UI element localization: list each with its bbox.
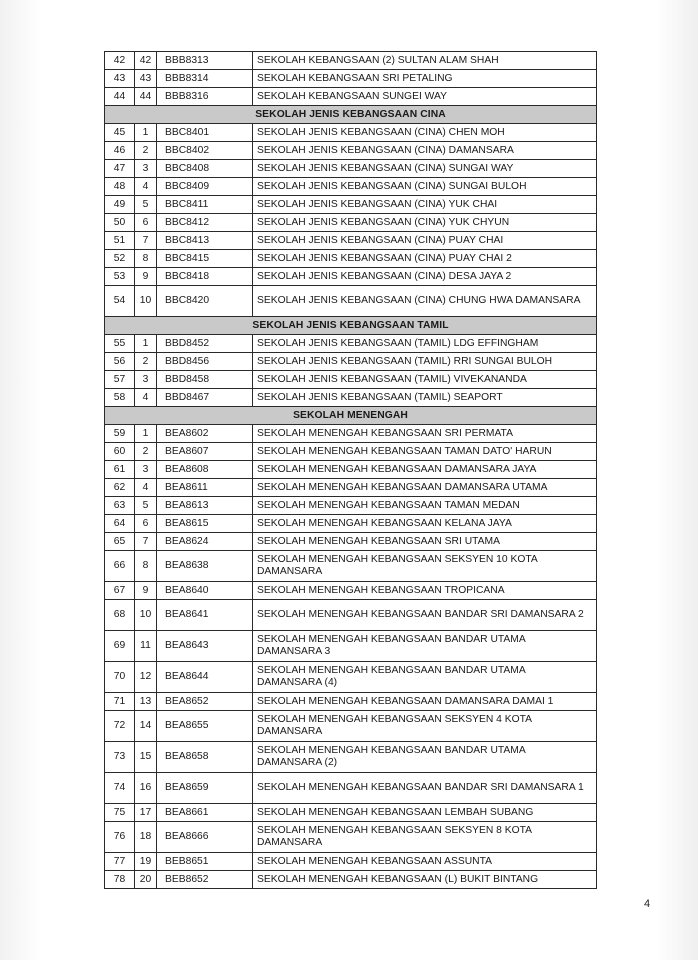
row-number: 66 (105, 551, 135, 582)
row-number: 51 (105, 232, 135, 250)
school-name: SEKOLAH JENIS KEBANGSAAN (CINA) PUAY CHAI 2 (253, 250, 597, 268)
row-number: 70 (105, 662, 135, 693)
table-row (105, 425, 597, 443)
sub-number: 9 (135, 268, 157, 286)
row-number: 56 (105, 353, 135, 371)
row-number: 58 (105, 389, 135, 407)
school-code: BEA8644 (157, 662, 253, 693)
table-row (105, 70, 597, 88)
school-name: SEKOLAH MENENGAH KEBANGSAAN SRI PERMATA (253, 425, 597, 443)
sub-number: 10 (135, 600, 157, 631)
school-code: BBC8408 (157, 160, 253, 178)
sub-number: 10 (135, 286, 157, 317)
sub-number: 8 (135, 551, 157, 582)
table-row (105, 232, 597, 250)
school-code: BBD8467 (157, 389, 253, 407)
school-name: SEKOLAH MENENGAH KEBANGSAAN BANDAR UTAMA DAMANSARA 3 (253, 631, 597, 662)
sub-number: 1 (135, 124, 157, 142)
school-code: BEA8640 (157, 582, 253, 600)
school-code: BBD8458 (157, 371, 253, 389)
row-number: 78 (105, 871, 135, 889)
row-number: 64 (105, 515, 135, 533)
school-code: BEA8608 (157, 461, 253, 479)
sub-number: 20 (135, 871, 157, 889)
school-name: SEKOLAH KEBANGSAAN SUNGEI WAY (253, 88, 597, 106)
row-number: 68 (105, 600, 135, 631)
school-code: BBB8314 (157, 70, 253, 88)
sub-number: 7 (135, 232, 157, 250)
row-number: 75 (105, 804, 135, 822)
school-code: BBC8418 (157, 268, 253, 286)
row-number: 65 (105, 533, 135, 551)
section-title: SEKOLAH JENIS KEBANGSAAN TAMIL (105, 317, 597, 335)
table-row (105, 533, 597, 551)
row-number: 46 (105, 142, 135, 160)
school-list-table (104, 51, 597, 889)
school-code: BBC8420 (157, 286, 253, 317)
table-row (105, 822, 597, 853)
school-name: SEKOLAH JENIS KEBANGSAAN (CINA) SUNGAI BULOH (253, 178, 597, 196)
school-code: BEA8666 (157, 822, 253, 853)
row-number: 43 (105, 70, 135, 88)
row-number: 73 (105, 742, 135, 773)
table-row (105, 160, 597, 178)
school-name: SEKOLAH JENIS KEBANGSAAN (TAMIL) LDG EFFINGHAM (253, 335, 597, 353)
school-name: SEKOLAH MENENGAH KEBANGSAAN (L) BUKIT BINTANG (253, 871, 597, 889)
table-row (105, 214, 597, 232)
school-name: SEKOLAH JENIS KEBANGSAAN (CINA) SUNGAI WAY (253, 160, 597, 178)
row-number: 53 (105, 268, 135, 286)
school-code: BBC8412 (157, 214, 253, 232)
row-number: 60 (105, 443, 135, 461)
row-number: 54 (105, 286, 135, 317)
table-row (105, 871, 597, 889)
row-number: 61 (105, 461, 135, 479)
sub-number: 1 (135, 425, 157, 443)
table-row (105, 250, 597, 268)
school-name: SEKOLAH JENIS KEBANGSAAN (CINA) YUK CHAI (253, 196, 597, 214)
school-name: SEKOLAH MENENGAH KEBANGSAAN SEKSYEN 8 KOTA DAMANSARA (253, 822, 597, 853)
school-code: BEA8655 (157, 711, 253, 742)
school-name: SEKOLAH MENENGAH KEBANGSAAN TAMAN MEDAN (253, 497, 597, 515)
sub-number: 3 (135, 461, 157, 479)
sub-number: 8 (135, 250, 157, 268)
table-row (105, 515, 597, 533)
school-code: BEA8658 (157, 742, 253, 773)
school-name: SEKOLAH MENENGAH KEBANGSAAN LEMBAH SUBANG (253, 804, 597, 822)
row-number: 71 (105, 693, 135, 711)
school-name: SEKOLAH MENENGAH KEBANGSAAN TAMAN DATO' HARUN (253, 443, 597, 461)
school-name: SEKOLAH MENENGAH KEBANGSAAN SRI UTAMA (253, 533, 597, 551)
school-code: BBC8409 (157, 178, 253, 196)
row-number: 42 (105, 52, 135, 70)
sub-number: 14 (135, 711, 157, 742)
school-name: SEKOLAH KEBANGSAAN (2) SULTAN ALAM SHAH (253, 52, 597, 70)
section-header-row (105, 317, 597, 335)
table-row (105, 389, 597, 407)
sub-number: 6 (135, 515, 157, 533)
sub-number: 15 (135, 742, 157, 773)
school-code: BEA8611 (157, 479, 253, 497)
school-name: SEKOLAH JENIS KEBANGSAAN (TAMIL) VIVEKANANDA (253, 371, 597, 389)
table-row (105, 335, 597, 353)
school-name: SEKOLAH JENIS KEBANGSAAN (TAMIL) SEAPORT (253, 389, 597, 407)
school-code: BEA8602 (157, 425, 253, 443)
sub-number: 4 (135, 479, 157, 497)
school-name: SEKOLAH JENIS KEBANGSAAN (CINA) CHUNG HWA DAMANSARA (253, 286, 597, 317)
sub-number: 6 (135, 214, 157, 232)
sub-number: 17 (135, 804, 157, 822)
table-row (105, 461, 597, 479)
school-name: SEKOLAH JENIS KEBANGSAAN (CINA) CHEN MOH (253, 124, 597, 142)
table-row (105, 853, 597, 871)
table-row (105, 497, 597, 515)
school-code: BEA8659 (157, 773, 253, 804)
row-number: 55 (105, 335, 135, 353)
school-code: BEA8641 (157, 600, 253, 631)
sub-number: 1 (135, 335, 157, 353)
sub-number: 2 (135, 142, 157, 160)
school-code: BBC8413 (157, 232, 253, 250)
sub-number: 5 (135, 497, 157, 515)
row-number: 45 (105, 124, 135, 142)
school-code: BBD8456 (157, 353, 253, 371)
school-code: BBC8401 (157, 124, 253, 142)
row-number: 74 (105, 773, 135, 804)
school-name: SEKOLAH JENIS KEBANGSAAN (CINA) DESA JAYA 2 (253, 268, 597, 286)
table-row (105, 124, 597, 142)
school-name: SEKOLAH MENENGAH KEBANGSAAN BANDAR SRI DAMANSARA 1 (253, 773, 597, 804)
school-code: BEA8613 (157, 497, 253, 515)
row-number: 52 (105, 250, 135, 268)
school-name: SEKOLAH MENENGAH KEBANGSAAN DAMANSARA JAYA (253, 461, 597, 479)
table-row (105, 268, 597, 286)
school-code: BEA8652 (157, 693, 253, 711)
school-name: SEKOLAH MENENGAH KEBANGSAAN ASSUNTA (253, 853, 597, 871)
table-row (105, 693, 597, 711)
table-row (105, 371, 597, 389)
row-number: 49 (105, 196, 135, 214)
school-name: SEKOLAH MENENGAH KEBANGSAAN BANDAR SRI DAMANSARA 2 (253, 600, 597, 631)
row-number: 69 (105, 631, 135, 662)
table-row (105, 773, 597, 804)
table-row (105, 662, 597, 693)
sub-number: 42 (135, 52, 157, 70)
sub-number: 3 (135, 371, 157, 389)
sub-number: 4 (135, 178, 157, 196)
table-row (105, 443, 597, 461)
table-row (105, 600, 597, 631)
sub-number: 16 (135, 773, 157, 804)
school-name: SEKOLAH MENENGAH KEBANGSAAN TROPICANA (253, 582, 597, 600)
page-number: 4 (644, 898, 651, 910)
table-row (105, 286, 597, 317)
row-number: 72 (105, 711, 135, 742)
section-title: SEKOLAH JENIS KEBANGSAAN CINA (105, 106, 597, 124)
table-row (105, 479, 597, 497)
table-row (105, 631, 597, 662)
table-row (105, 142, 597, 160)
sub-number: 43 (135, 70, 157, 88)
sub-number: 3 (135, 160, 157, 178)
sub-number: 18 (135, 822, 157, 853)
school-code: BEB8652 (157, 871, 253, 889)
row-number: 76 (105, 822, 135, 853)
row-number: 59 (105, 425, 135, 443)
sub-number: 44 (135, 88, 157, 106)
school-name: SEKOLAH JENIS KEBANGSAAN (TAMIL) RRI SUNGAI BULOH (253, 353, 597, 371)
sub-number: 12 (135, 662, 157, 693)
table-row (105, 88, 597, 106)
row-number: 57 (105, 371, 135, 389)
school-code: BBD8452 (157, 335, 253, 353)
sub-number: 2 (135, 353, 157, 371)
section-header-row (105, 407, 597, 425)
table-row (105, 804, 597, 822)
sub-number: 9 (135, 582, 157, 600)
school-name: SEKOLAH JENIS KEBANGSAAN (CINA) PUAY CHAI (253, 232, 597, 250)
school-code: BEA8661 (157, 804, 253, 822)
table-row (105, 353, 597, 371)
school-name: SEKOLAH MENENGAH KEBANGSAAN SEKSYEN 4 KOTA DAMANSARA (253, 711, 597, 742)
school-code: BEA8624 (157, 533, 253, 551)
school-code: BEA8607 (157, 443, 253, 461)
table-row (105, 178, 597, 196)
sub-number: 11 (135, 631, 157, 662)
sub-number: 13 (135, 693, 157, 711)
row-number: 77 (105, 853, 135, 871)
section-header-row (105, 106, 597, 124)
section-title: SEKOLAH MENENGAH (105, 407, 597, 425)
sub-number: 5 (135, 196, 157, 214)
school-code: BBC8415 (157, 250, 253, 268)
row-number: 44 (105, 88, 135, 106)
row-number: 50 (105, 214, 135, 232)
table-row (105, 52, 597, 70)
school-code: BBC8411 (157, 196, 253, 214)
table-row (105, 582, 597, 600)
school-name: SEKOLAH KEBANGSAAN SRI PETALING (253, 70, 597, 88)
sub-number: 19 (135, 853, 157, 871)
sub-number: 2 (135, 443, 157, 461)
school-name: SEKOLAH JENIS KEBANGSAAN (CINA) DAMANSARA (253, 142, 597, 160)
school-name: SEKOLAH MENENGAH KEBANGSAAN BANDAR UTAMA DAMANSARA (4) (253, 662, 597, 693)
school-code: BBB8313 (157, 52, 253, 70)
table-row (105, 711, 597, 742)
school-code: BBC8402 (157, 142, 253, 160)
row-number: 47 (105, 160, 135, 178)
school-code: BBB8316 (157, 88, 253, 106)
school-name: SEKOLAH MENENGAH KEBANGSAAN DAMANSARA DAMAI 1 (253, 693, 597, 711)
row-number: 67 (105, 582, 135, 600)
school-code: BEA8638 (157, 551, 253, 582)
school-name: SEKOLAH JENIS KEBANGSAAN (CINA) YUK CHYUN (253, 214, 597, 232)
school-code: BEA8615 (157, 515, 253, 533)
school-code: BEA8643 (157, 631, 253, 662)
table-row (105, 196, 597, 214)
sub-number: 4 (135, 389, 157, 407)
school-name: SEKOLAH MENENGAH KEBANGSAAN KELANA JAYA (253, 515, 597, 533)
school-name: SEKOLAH MENENGAH KEBANGSAAN DAMANSARA UTAMA (253, 479, 597, 497)
table-row (105, 551, 597, 582)
school-name: SEKOLAH MENENGAH KEBANGSAAN SEKSYEN 10 KOTA DAMANSARA (253, 551, 597, 582)
table-row (105, 742, 597, 773)
sub-number: 7 (135, 533, 157, 551)
row-number: 63 (105, 497, 135, 515)
school-name: SEKOLAH MENENGAH KEBANGSAAN BANDAR UTAMA DAMANSARA (2) (253, 742, 597, 773)
school-list-body (105, 52, 597, 889)
row-number: 62 (105, 479, 135, 497)
school-code: BEB8651 (157, 853, 253, 871)
row-number: 48 (105, 178, 135, 196)
